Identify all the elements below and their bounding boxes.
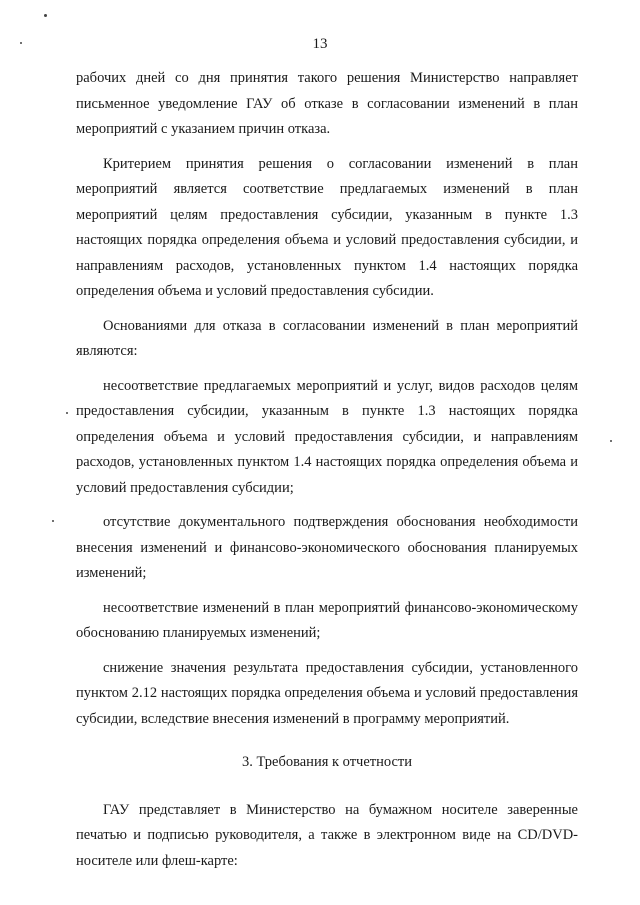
scan-speck <box>44 14 47 17</box>
list-item-ground-3: несоответствие изменений в план мероприятий финансово-экономическому обоснованию планируемых изменений; <box>76 599 578 641</box>
scan-speck <box>20 42 22 44</box>
paragraph-continuation: рабочих дней со дня принятия такого решения Министерство направляет письменное уведомление ГАУ об отказе в согласовании изменений в план мероприятий с указанием причин отказа. <box>76 70 578 137</box>
paragraph-reporting: ГАУ представляет в Министерство на бумажном носителе заверенные печатью и подписью руководителя, а также в электронном виде на CD/DVD-носителе или флеш-карте: <box>76 801 578 869</box>
document-body <box>76 66 578 874</box>
section-heading: 3. Требования к отчетности <box>241 754 413 770</box>
paragraph-criterion: Критерием принятия решения о согласовании изменений в план мероприятий является соответствие предлагаемых изменений в план мероприятий целям предоставления субсидии, указанным в пункте 1.3 настоящих порядка определения объема и условий предоставления субсидии, и направлениям расходов, установленных пунктом 1.4 настоящих порядка определения объема и условий предоставления субсидии. <box>76 155 578 299</box>
scan-speck <box>66 412 68 414</box>
list-item-ground-2: отсутствие документального подтверждения обоснования необходимости внесения изменений и финансово-экономического обоснования планируемых изменений; <box>76 514 578 581</box>
page-number: 13 <box>312 36 328 52</box>
list-item-ground-1: несоответствие предлагаемых мероприятий и услуг, видов расходов целям предоставления субсидии, указанным в пункте 1.3 настоящих порядка определения объема и условий предоставления субсидии, и направлениям расходов, установленных пунктом 1.4 настоящих порядка определения объема и условий предоставления субсидии; <box>76 377 578 496</box>
scan-speck <box>52 520 54 522</box>
list-item-ground-4: снижение значения результата предоставления субсидии, установленного пунктом 2.12 настоящих порядка определения объема и условий предоставления субсидии, вследствие внесения изменений в программу мероприятий. <box>76 659 578 727</box>
paragraph-grounds-intro: Основаниями для отказа в согласовании изменений в план мероприятий являются: <box>76 317 578 359</box>
scan-speck <box>610 440 612 442</box>
